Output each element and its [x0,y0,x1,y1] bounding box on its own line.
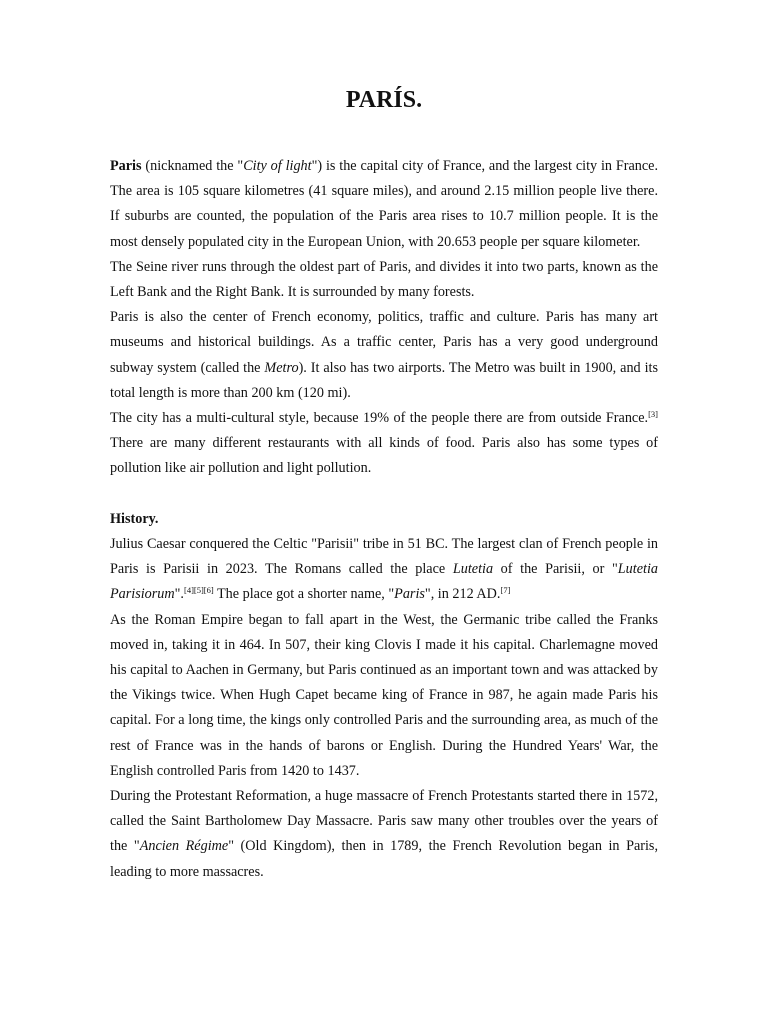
reference-links-4-5-6[interactable]: [4][5][6] [183,585,214,596]
intro-paragraph-1 [110,154,658,255]
italic-ancien-regime: Ancien Régime [139,838,229,855]
text-run: The place got a shorter name, " [213,586,395,603]
text-run: ). It also has two airports. The Metro was built in 1900, and its total length is more than 200 km (120 mi). [110,359,658,401]
italic-paris: Paris [394,586,425,603]
reference-link-3[interactable]: [3] [648,409,658,420]
intro-paragraph-2: The Seine river runs through the oldest part of Paris, and divides it into two parts, known as the Left Bank and the Right Bank. It is surrounded by many forests. [110,258,658,301]
reference-link-7[interactable]: [7] [500,585,511,596]
italic-metro: Metro [264,359,299,376]
intro-paragraph-3 [110,305,658,406]
document-page [110,84,658,885]
italic-lutetia: Lutetia [452,561,494,578]
bold-term-paris: Paris [110,158,142,174]
italic-city-of-light: City of light [243,158,312,174]
page-title: PARÍS. [345,87,423,113]
text-run: ", in 212 AD. [424,586,501,603]
history-paragraph-2: As the Roman Empire began to fall apart in the West, the Germanic tribe called the Franks moved in, taking it in 464. In 507, their king Clovis I made it his capital. Charlemagne moved his capital to Aachen in Germany, but Paris continued as an important town and was attacked by the Vikings twice. When Hugh Capet became king of France in 987, he again made Paris his capital. For a long time, the kings only controlled Paris and the surrounding area, as much of the rest of France was in the hands of barons or English. During the Hundred Years' War, the English controlled Paris from 1420 to 1437. [110,611,658,779]
text-run: During the Protestant Reformation, a huge massacre of French Protestants started there in 1572, called the Saint Bartholomew Day Massacre. Paris saw many other troubles over the years of the " [110,788,658,855]
section-heading-history: History. [110,510,159,527]
text-run: Julius Caesar conquered the Celtic "Parisii" tribe in 51 BC. The largest clan of French people in Paris is Parisii in 2023. The Romans called the place [110,536,658,578]
text-run: The city has a multi-cultural style, because 19% of the people there are from outside France. [110,410,649,427]
italic-lutetia-parisiorum: Lutetia Parisiorum [110,561,658,603]
text-run: There are many different restaurants with all kinds of food. Paris also has some types of pollution like air pollution and light pollution. [110,435,658,477]
history-paragraph-1 [110,532,658,608]
text-run: of the Parisii, or " [493,561,618,578]
text-run: Paris is also the center of French economy, politics, traffic and culture. Paris has many art museums and historical buildings. As a traffic center, Paris has a very good underground subway system (called the [110,309,658,376]
text-run: ") is the capital city of France, and the largest city in France. The area is 105 square kilometres (41 square miles), and around 2.15 million people live there. If suburbs are counted, the population of the Paris area rises to 10.7 million people. It is the most densely populated city in the European Union, with 20.653 people per square kilometer. [110,158,659,250]
text-run: (nicknamed the " [141,158,244,174]
text-run: " (Old Kingdom), then in 1789, the French Revolution began in Paris, leading to more massacres. [110,838,659,880]
text-run: ". [174,586,184,603]
intro-paragraph-4 [110,406,658,482]
history-paragraph-3 [110,784,658,885]
